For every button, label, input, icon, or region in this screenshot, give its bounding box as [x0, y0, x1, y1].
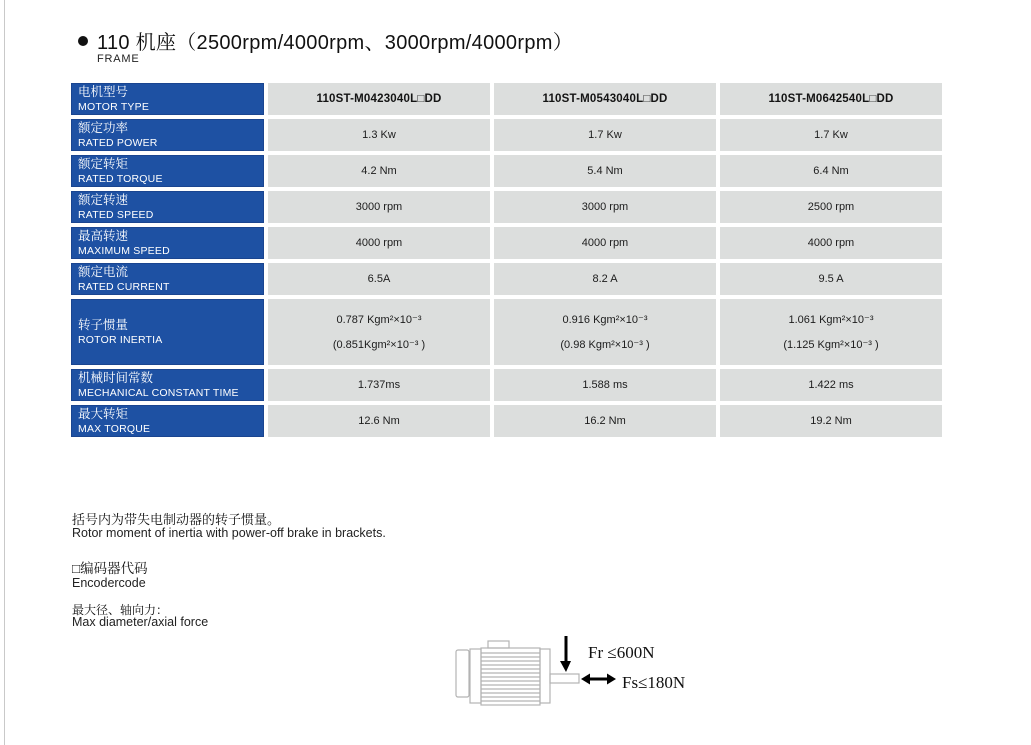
- row-header-zh: 机械时间常数: [78, 371, 154, 386]
- table-cell: 4.2 Nm: [268, 155, 490, 187]
- motor-outline-drawing: [456, 641, 579, 705]
- axial-force-arrow-icon: [581, 674, 616, 685]
- table-cell: 1.7 Kw: [720, 119, 942, 151]
- bullet-icon: [78, 36, 88, 46]
- row-header-zh: 额定功率: [78, 121, 129, 136]
- row-header-en: MAX TORQUE: [78, 422, 151, 435]
- table-cell: 6.5A: [268, 263, 490, 295]
- inertia-value: 0.787 Kgm²×10⁻³: [336, 314, 422, 326]
- row-header-max-torque: [71, 405, 264, 437]
- table-cell: 4000 rpm: [720, 227, 942, 259]
- page-edge-line: [4, 0, 5, 745]
- row-header-maximum-speed: [71, 227, 264, 259]
- table-cell: 1.7 Kw: [494, 119, 716, 151]
- radial-force-label: Fr ≤600N: [588, 643, 655, 662]
- row-header-en: RATED TORQUE: [78, 172, 163, 185]
- note-force-zh: 最大径、轴向力：: [72, 603, 169, 617]
- axial-force-label: Fs≤180N: [622, 673, 686, 692]
- note-brackets-zh: 括号内为带失电制动器的转子惯量。: [72, 512, 281, 527]
- row-header-en: MAXIMUM SPEED: [78, 244, 170, 257]
- table-cell: 110ST-M0543040L□DD: [494, 83, 716, 115]
- row-header-en: ROTOR INERTIA: [78, 333, 163, 346]
- table-cell: 6.4 Nm: [720, 155, 942, 187]
- table-cell: 4000 rpm: [268, 227, 490, 259]
- row-header-en: RATED POWER: [78, 136, 158, 149]
- row-header-zh: 最高转速: [78, 229, 129, 244]
- table-cell: [494, 299, 716, 365]
- row-header-zh: 额定电流: [78, 265, 129, 280]
- table-cell: 2500 rpm: [720, 191, 942, 223]
- row-header-en: MOTOR TYPE: [78, 100, 150, 113]
- table-cell: 1.588 ms: [494, 369, 716, 401]
- table-cell: 110ST-M0642540L□DD: [720, 83, 942, 115]
- page-title: 110 机座（2500rpm/4000rpm、3000rpm/4000rpm）: [97, 32, 573, 54]
- spec-table: [71, 83, 942, 437]
- table-cell: [268, 299, 490, 365]
- row-header-en: MECHANICAL CONSTANT TIME: [78, 386, 239, 399]
- row-header-zh: 额定转速: [78, 193, 129, 208]
- inertia-value-brake: (0.98 Kgm²×10⁻³ ): [560, 339, 650, 351]
- table-cell: 16.2 Nm: [494, 405, 716, 437]
- table-cell: 110ST-M0423040L□DD: [268, 83, 490, 115]
- inertia-value: 0.916 Kgm²×10⁻³: [562, 314, 648, 326]
- note-brackets-en: Rotor moment of inertia with power-off brake in brackets.: [72, 526, 386, 540]
- motor-force-diagram: [448, 632, 718, 714]
- motor-fins: [481, 653, 540, 701]
- radial-force-arrow-icon: [560, 636, 571, 672]
- row-header-rated-torque: [71, 155, 264, 187]
- row-header-zh: 电机型号: [78, 85, 129, 100]
- row-header-rated-speed: [71, 191, 264, 223]
- note-encoder-en: Encodercode: [72, 576, 146, 590]
- row-header-mechanical-constant-time: [71, 369, 264, 401]
- table-cell: 4000 rpm: [494, 227, 716, 259]
- inertia-value: 1.061 Kgm²×10⁻³: [788, 314, 874, 326]
- row-header-zh: 转子惯量: [78, 318, 129, 333]
- table-cell: 12.6 Nm: [268, 405, 490, 437]
- row-header-zh: 额定转矩: [78, 157, 129, 172]
- motor-shaft: [550, 674, 579, 683]
- table-cell: 5.4 Nm: [494, 155, 716, 187]
- page-subtitle: FRAME: [97, 53, 140, 65]
- row-header-rated-power: [71, 119, 264, 151]
- row-header-rotor-inertia: [71, 299, 264, 365]
- table-cell: 9.5 A: [720, 263, 942, 295]
- row-header-motor-type: [71, 83, 264, 115]
- table-cell: 1.737ms: [268, 369, 490, 401]
- note-encoder-zh: □编码器代码: [72, 561, 148, 576]
- table-cell: 1.3 Kw: [268, 119, 490, 151]
- row-header-en: RATED SPEED: [78, 208, 154, 221]
- table-cell: 8.2 A: [494, 263, 716, 295]
- table-cell: 1.422 ms: [720, 369, 942, 401]
- row-header-rated-current: [71, 263, 264, 295]
- note-force-en: Max diameter/axial force: [72, 615, 209, 629]
- row-header-en: RATED CURRENT: [78, 280, 170, 293]
- table-cell: 3000 rpm: [494, 191, 716, 223]
- table-cell: 3000 rpm: [268, 191, 490, 223]
- section-title: [78, 26, 573, 55]
- inertia-value-brake: (1.125 Kgm²×10⁻³ ): [783, 339, 879, 351]
- row-header-zh: 最大转矩: [78, 407, 129, 422]
- inertia-value-brake: (0.851Kgm²×10⁻³ ): [332, 339, 426, 351]
- table-cell: 19.2 Nm: [720, 405, 942, 437]
- table-cell: [720, 299, 942, 365]
